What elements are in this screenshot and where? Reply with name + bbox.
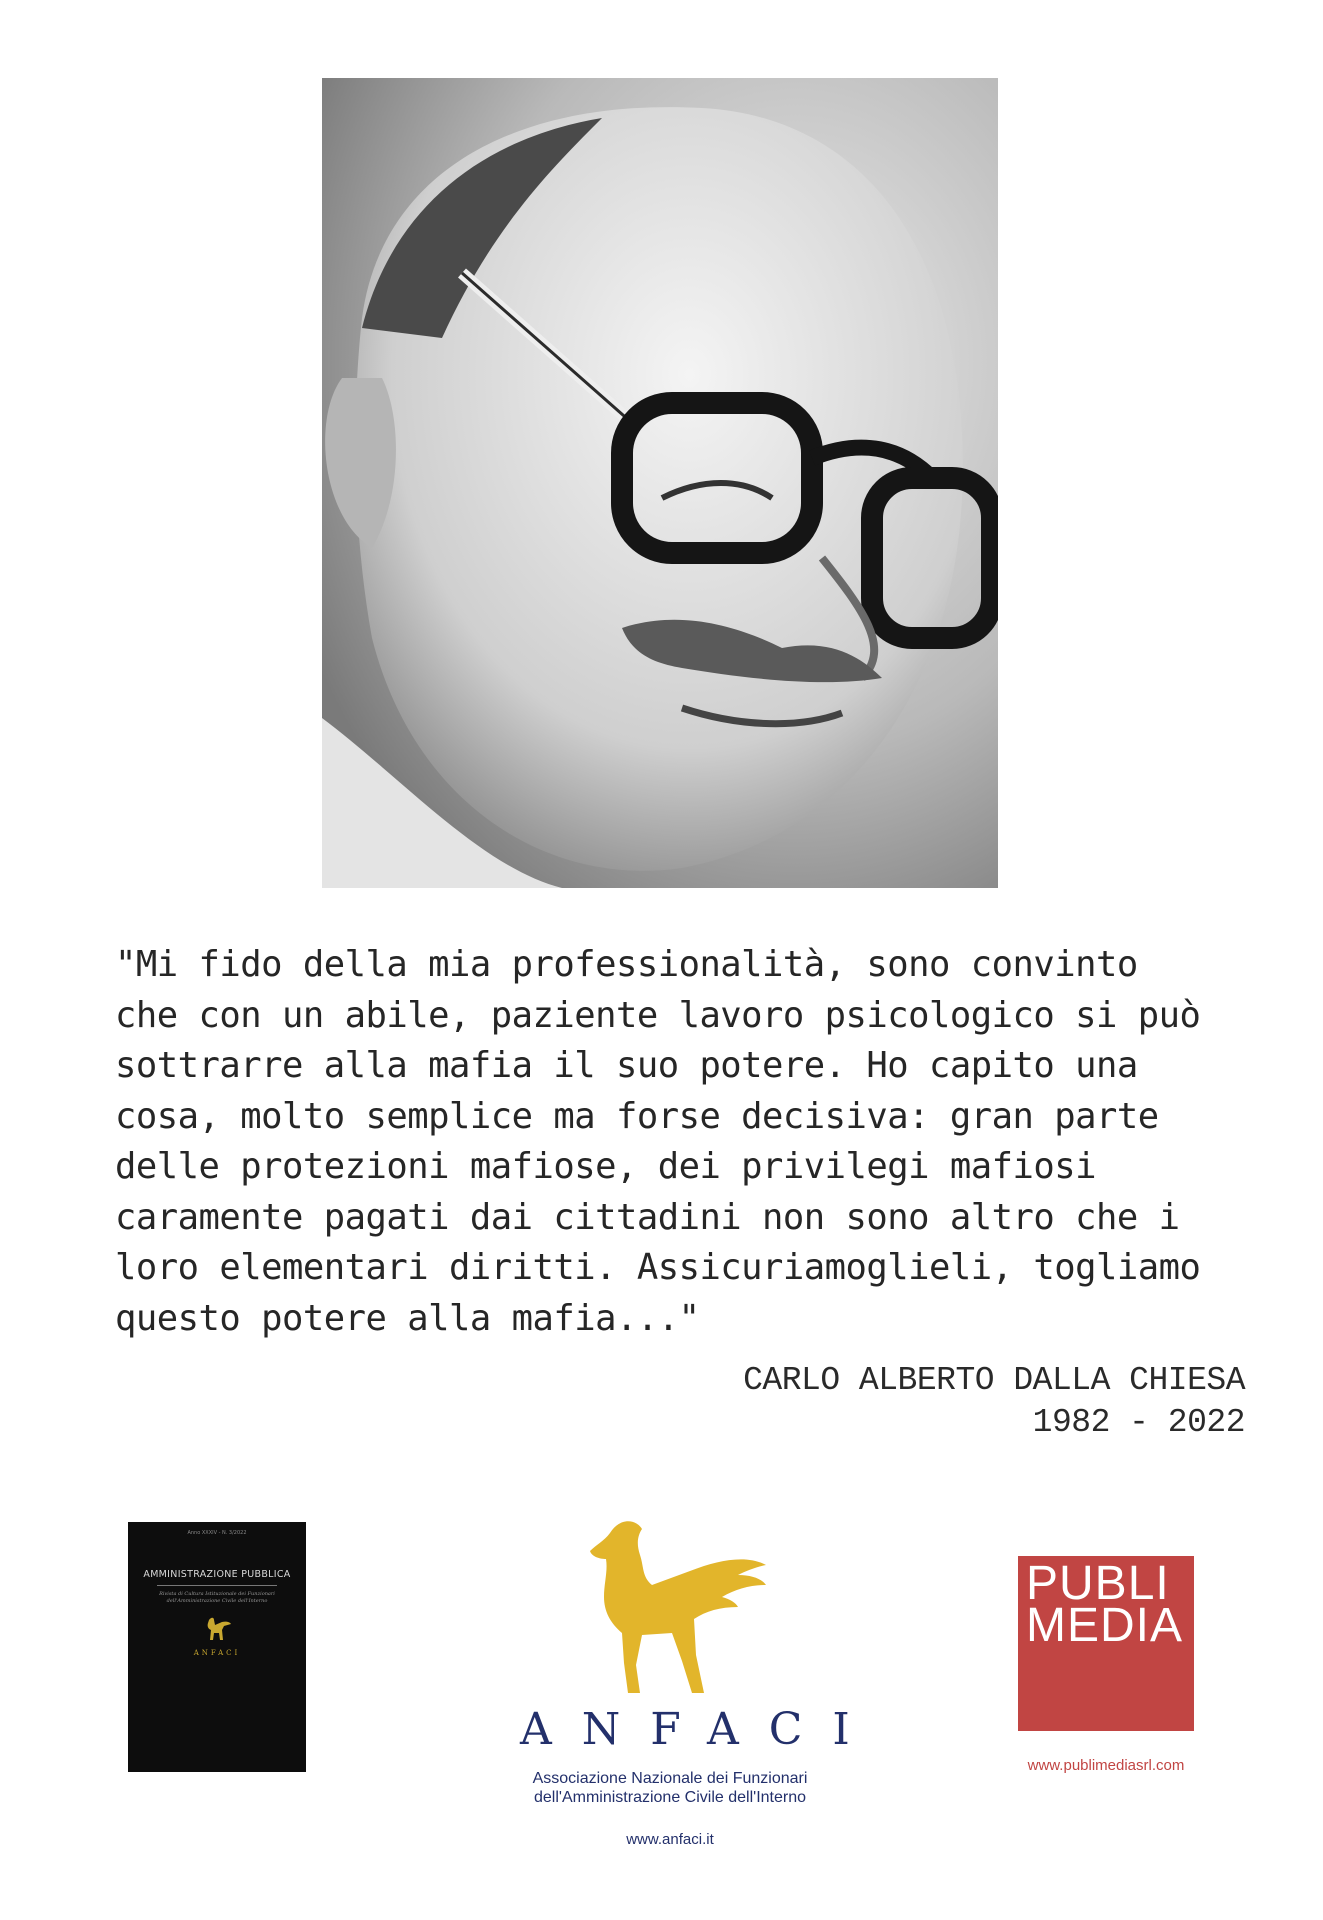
quote-line: "Mi fido della mia professionalità, sono convinto [115, 944, 1138, 985]
publimedia-url[interactable]: www.publimediasrl.com [1027, 1757, 1185, 1774]
quote-line: questo potere alla mafia..." [115, 1297, 700, 1339]
anfaci-name: ANFACI [520, 1704, 880, 1755]
journal-divider [157, 1585, 277, 1586]
journal-cover [128, 1522, 306, 1772]
publimedia-line2: MEDIA [1026, 1599, 1184, 1652]
quote-line: sottrarre alla mafia il suo potere. Ho capito una [115, 1045, 1138, 1086]
anfaci-description [490, 1769, 850, 1807]
quote-line: cosa, molto semplice ma forse decisiva: gran parte [115, 1095, 1159, 1137]
quote-line: delle protezioni mafiose, dei privilegi mafiosi [115, 1146, 1097, 1187]
author-years: 1982 - 2022 [1032, 1404, 1245, 1441]
quote-line: caramente pagati dai cittadini non sono altro che i [115, 1196, 1180, 1238]
anfaci-desc-line: dell'Amministrazione Civile dell'Interno [534, 1789, 806, 1806]
journal-logo-name: ANFACI [193, 1649, 241, 1657]
journal-logo-icon [128, 1615, 306, 1647]
journal-subtitle: Rivista di Cultura Istituzionale dei Funzionari dell'Amministrazione Civile dell'Interno [159, 1591, 275, 1604]
journal-issue: Anno XXXIV - N. 3/2022 [187, 1530, 247, 1536]
quote-line: loro elementari diritti. Assicuriamoglieli, togliamo [115, 1247, 1201, 1288]
publimedia-logo [1018, 1556, 1194, 1731]
quote-author [743, 1360, 1245, 1444]
quote-line: che con un abile, paziente lavoro psicologico si può [115, 994, 1201, 1036]
quote-text [115, 940, 1245, 1344]
anfaci-logo [490, 1515, 880, 1848]
winged-horse-icon [570, 1515, 770, 1700]
publimedia-line1: PUBLI [1026, 1557, 1170, 1610]
author-name: CARLO ALBERTO DALLA CHIESA [743, 1362, 1245, 1399]
journal-title: AMMINISTRAZIONE PUBBLICA [143, 1569, 291, 1580]
portrait-photo [322, 78, 998, 888]
anfaci-url[interactable]: www.anfaci.it [626, 1831, 714, 1848]
anfaci-desc-line: Associazione Nazionale dei Funzionari [532, 1770, 808, 1787]
